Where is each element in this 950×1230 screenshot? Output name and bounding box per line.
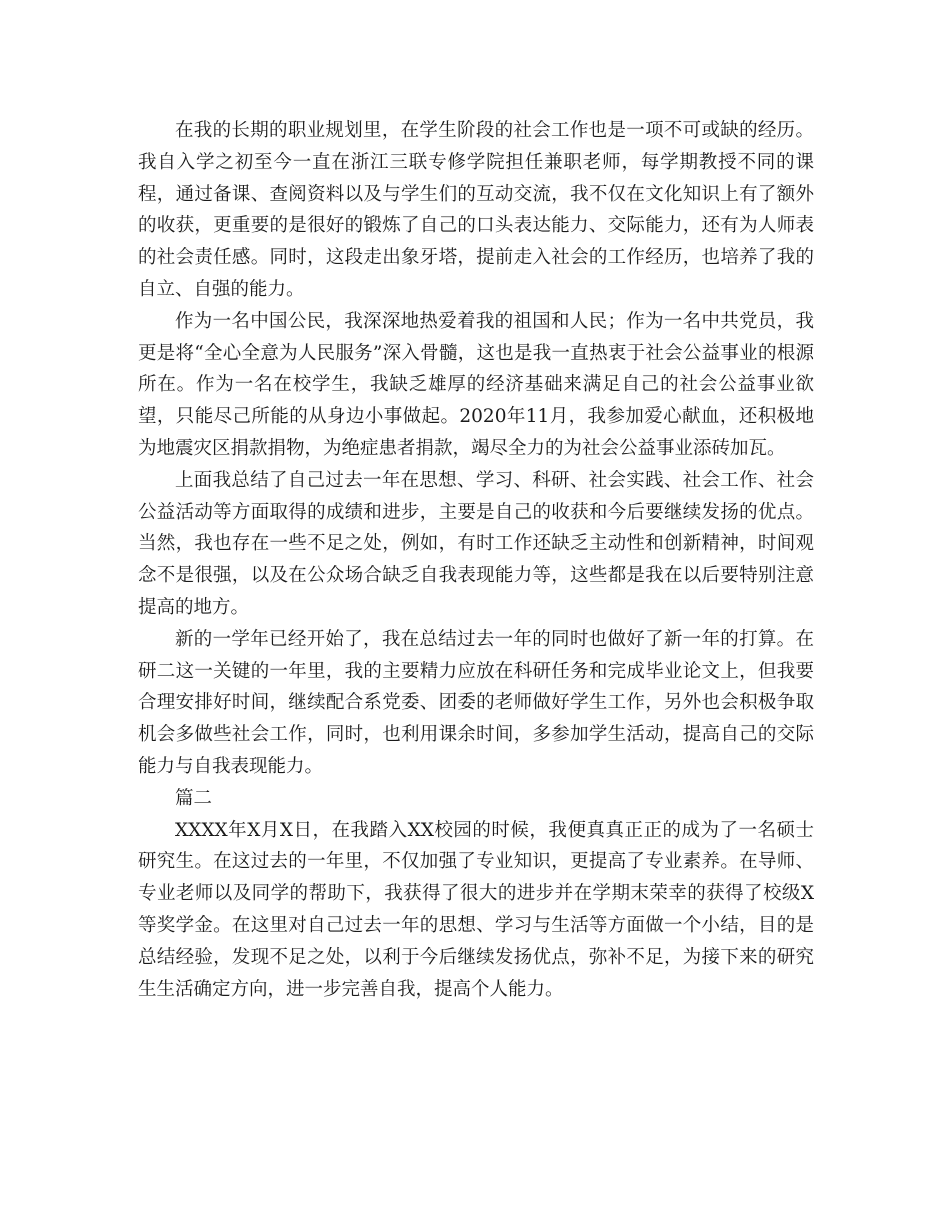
body-paragraph: 新的一学年已经开始了，我在总结过去一年的同时也做好了新一年的打算。在研二这一关键的一年里，我的主要精力应放在科研任务和完成毕业论文上，但我要合理安排好时间，继续配合系党委、团委的老师做好学生工作，另外也会积极争取机会多做些社会工作，同时，也利用课余时间，多参加学生活动，提高自己的交际能力与自我表现能力。 <box>138 628 814 777</box>
document-body <box>138 115 814 1005</box>
body-paragraph: XXXX年X月X日，在我踏入XX校园的时候，我便真真正正的成为了一名硕士研究生。在这过去的一年里，不仅加强了专业知识，更提高了专业素养。在导师、专业老师以及同学的帮助下，我获得了很大的进步并在学期末荣幸的获得了校级X等奖学金。在这里对自己过去一年的思想、学习与生活等方面做一个小结，目的是总结经验，发现不足之处，以利于今后继续发扬优点，弥补不足，为接下来的研究生生活确定方向，进一步完善自我，提高个人能力。 <box>138 819 814 1000</box>
section-heading: 篇二 <box>175 787 213 809</box>
body-paragraph: 在我的长期的职业规划里，在学生阶段的社会工作也是一项不可或缺的经历。我自入学之初至今一直在浙江三联专修学院担任兼职老师，每学期教授不同的课程，通过备课、查阅资料以及与学生们的互动交流，我不仅在文化知识上有了额外的收获，更重要的是很好的锻炼了自己的口头表达能力、交际能力，还有为人师表的社会责任感。同时，这段走出象牙塔，提前走入社会的工作经历，也培养了我的自立、自强的能力。 <box>138 120 814 300</box>
body-paragraph: 上面我总结了自己过去一年在思想、学习、科研、社会实践、社会工作、社会公益活动等方面取得的成绩和进步，主要是自己的收获和今后要继续发扬的优点。当然，我也存在一些不足之处，例如，有时工作还缺乏主动性和创新精神，时间观念不是很强，以及在公众场合缺乏自我表现能力等，这些都是我在以后要特别注意提高的地方。 <box>138 469 814 618</box>
body-paragraph: 作为一名中国公民，我深深地热爱着我的祖国和人民；作为一名中共党员，我更是将“全心全意为人民服务”深入骨髓，这也是我一直热衷于社会公益事业的根源所在。作为一名在校学生，我缺乏雄厚的经济基础来满足自己的社会公益事业欲望，只能尽己所能的从身边小事做起。2020年11月，我参加爱心献血，还积极地为地震灾区捐款捐物，为绝症患者捐款，竭尽全力的为社会公益事业添砖加瓦。 <box>138 310 814 459</box>
